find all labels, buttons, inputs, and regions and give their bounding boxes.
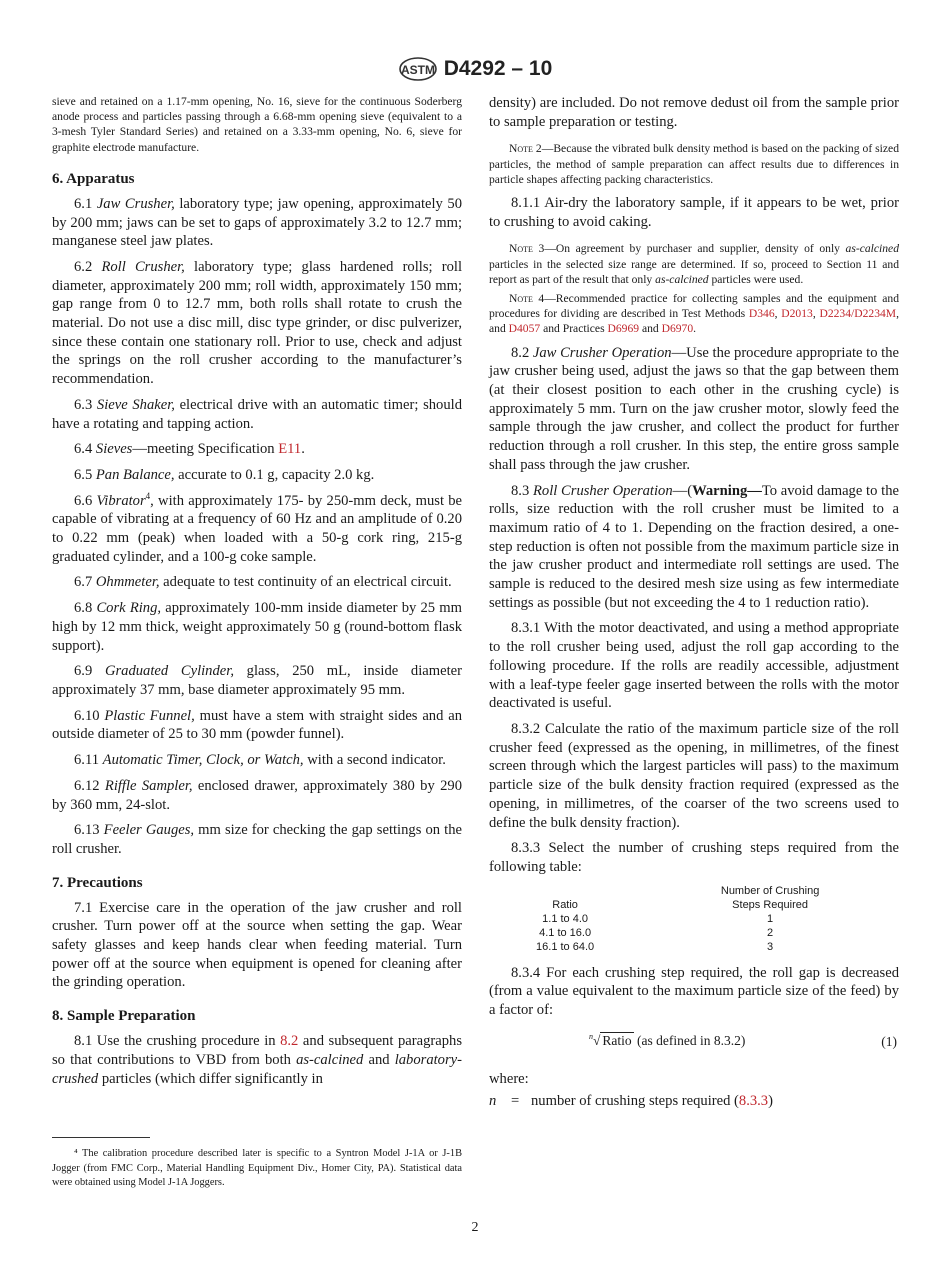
text-run: 8.3.1 With the motor deactivated, and using a method appropriate to the roll crusher being used, adjust the roll gap according to the following procedure. If the rolls are readily accessible, adjustment with a leaf-type feeler gage inserted between the rolls with the motor deactivated is useful. [489, 620, 899, 712]
text-run: —meeting Specification [132, 441, 279, 458]
paragraph-6-4 [52, 440, 462, 459]
text-run: and subsequent paragraphs so that contributions to VBD from both [52, 1033, 462, 1068]
reference-link[interactable]: 8.2 [280, 1033, 299, 1050]
text-run: glass, 250 mL, inside diameter approximately 37 mm, base diameter approximately 95 mm. [52, 663, 462, 698]
paragraph-6-11 [52, 751, 462, 770]
text-run: adequate to test continuity of an electrical circuit. [159, 574, 452, 591]
text-run: 6.11 [74, 752, 103, 769]
text-run: particles were used. [708, 272, 804, 286]
text-run: 6.10 [74, 707, 105, 724]
equation-note: (as defined in 8.3.2) [637, 1032, 746, 1048]
text-run: 2—Because the vibrated bulk density method is based on the packing of sized particles, the method of sample preparation can affect results due to differences in particle shapes affecting packing characteristics. [489, 142, 899, 186]
text-run: 6.3 [74, 396, 97, 413]
table-header-steps-1: Number of Crushing [720, 884, 820, 897]
paragraph-6-5 [52, 466, 462, 485]
italic-term: Riffle Sampler, [104, 777, 193, 794]
italic-term: as-calcined [845, 242, 899, 256]
page-number: 2 [471, 1220, 479, 1235]
text-run: 6.13 [74, 822, 104, 839]
paragraph-6-8 [52, 599, 462, 655]
note-label: Note [509, 292, 533, 306]
text-run: and Practices [540, 322, 608, 336]
table-header-ratio: Ratio [552, 898, 578, 911]
reference-link[interactable]: D346 [748, 307, 775, 321]
equation-number: (1) [881, 1033, 897, 1049]
text-run: sieve and retained on a 1.17-mm opening, No. 16, sieve for the continuous Soderberg anode process and particles passing through a 6.68-mm opening sieve (equivalent to a 3-mesh Tyler Standard Series) and retained on a 3.33-mm opening, No. 6, sieve for graphite electrode manufacture. [52, 95, 462, 154]
where-label: where: [489, 1070, 529, 1087]
text-run: 6.8 [74, 600, 97, 617]
text-run: 7.1 Exercise care in the operation of the jaw crusher and roll crusher. Turn power off at the source when setting the gap. Wear safety glasses and keep hands clear when feeding material. Turn power off at the source when equipment is opened for cleaning after the grinding operation. [52, 899, 462, 991]
text-run: 8.3.3 Select the number of crushing steps required from the following table: [489, 840, 899, 875]
paragraph-6-7 [52, 573, 462, 592]
bold-text: Warning— [692, 482, 762, 499]
italic-term: as-calcined [296, 1051, 364, 1068]
text-run: particles in the selected size range are determined. If so, proceed to Section 11 and report as part of the result that only [489, 257, 899, 286]
paragraph-6-10 [52, 707, 462, 744]
intro-paragraph [52, 94, 462, 155]
paragraph-8-1-1 [489, 194, 899, 231]
paragraph-8-1 [52, 1032, 462, 1088]
variable-symbol: n [489, 1093, 497, 1110]
table-row [489, 912, 899, 926]
note-label: Note [509, 242, 533, 256]
text-run: , [812, 307, 820, 321]
text-run: electrical drive with an automatic timer; should have a rotating and tapping action. [52, 396, 462, 432]
right-column [489, 94, 899, 1111]
text-run: . [693, 322, 697, 336]
paragraph-8-3-3 [489, 839, 899, 876]
page-header [0, 56, 950, 82]
text-run: accurate to 0.1 g, capacity 2.0 kg. [174, 466, 375, 483]
ratio-cell: 1.1 to 4.0 [542, 912, 589, 925]
text-run: 8.1.1 Air-dry the laboratory sample, if it appears to be wet, prior to crushing to avoid caking. [489, 195, 899, 230]
paragraph-8-3-4 [489, 964, 899, 1020]
note-4 [489, 291, 899, 337]
reference-link[interactable]: D2013 [781, 307, 813, 321]
text-run: 8.3 [511, 482, 533, 499]
text-run: . [301, 441, 305, 458]
paragraph-8-1-cont [489, 94, 899, 131]
section-heading-sample-preparation: 8. Sample Preparation [52, 1008, 196, 1025]
footnote-divider [52, 1137, 150, 1138]
reference-link[interactable]: D2234/D2234M [819, 307, 897, 321]
italic-term: Plastic Funnel, [104, 707, 195, 724]
reference-link[interactable]: D4057 [508, 322, 541, 336]
paragraph-8-3-2 [489, 720, 899, 832]
text-run: To avoid damage to the rolls, size reduction with the roll crusher must be limited to a maximum ratio of 4 to 1. Depending on the fraction desired, a one-step reduction is often not possible from the maximum particle size in the jaw crusher product and intermediate roll settings are used. The sample is reduced to the desired mesh size using as few intermediate settings as possible (but not exceeding the 4 to 1 reduction ratio). [489, 482, 899, 611]
definition-close: ) [768, 1093, 773, 1110]
steps-cell: 2 [767, 926, 774, 939]
text-run: enclosed drawer, approximately 380 by 290 by 360 mm, 24-slot. [52, 777, 462, 813]
text-run: with a second indicator. [303, 752, 446, 769]
italic-term: Cork Ring, [96, 600, 162, 617]
italic-term: Ohmmeter, [95, 574, 160, 591]
paragraph-8-3 [489, 482, 899, 613]
table-row [489, 926, 899, 940]
section-heading-apparatus: 6. Apparatus [52, 170, 135, 187]
text-run: 3—On agreement by purchaser and supplier, density of only [532, 242, 846, 256]
footnote-marker[interactable]: 4 [145, 490, 151, 501]
text-run: particles (which differ significantly in [98, 1070, 323, 1087]
text-run: 6.4 [74, 441, 96, 458]
paragraph-6-9 [52, 662, 462, 699]
ratio-cell: 4.1 to 16.0 [539, 926, 592, 939]
definition-text: number of crushing steps required ( [531, 1093, 739, 1110]
italic-term: Jaw Crusher Operation [532, 344, 672, 361]
text-run: and [363, 1051, 395, 1068]
paragraph-8-3-1 [489, 619, 899, 713]
text-run: , with approximately 175- by 250-mm deck, must be capable of vibrating at a frequency of 60 Hz and an amplitude of 0.20 to 0.22 mm (peak) when loaded with a 50-g cork ring, 215-g graduated cylinder, and a 100-g coke sample. [52, 492, 462, 565]
paragraph-6-6 [52, 492, 462, 567]
root-index: n [589, 1031, 593, 1041]
text-run: must have a stem with straight sides and an outside diameter of 25 to 30 mm (powder funnel). [52, 707, 463, 743]
italic-term: Vibrator [96, 492, 146, 509]
link-8-3-3[interactable]: 8.3.3 [738, 1093, 769, 1110]
reference-link[interactable]: D6970 [661, 322, 694, 336]
text-run: 8.3.2 Calculate the ratio of the maximum particle size of the roll crusher feed (expressed as the opening, in millimetres, of the finest screen through which the largest particles will pass) to the maximum particle size of the bulk density fraction required (expressed as the opening, in millimetres, of the coarser of the two screens used to define the bulk density fraction). [489, 721, 899, 831]
italic-term: Sieve Shaker, [96, 396, 175, 413]
text-run: 6.12 [74, 777, 105, 794]
text-run: 4—Recommended practice for collecting samples and the equipment and procedures for dividing are described in Test Methods [489, 292, 899, 321]
radicand: Ratio [602, 1032, 632, 1048]
section-heading-precautions: 7. Precautions [52, 874, 143, 891]
italic-term: Jaw Crusher, [96, 195, 175, 212]
italic-term: Roll Crusher, [101, 258, 185, 275]
text-run: approximately 100-mm inside diameter by 25 mm high by 12 mm thick, weight approximately 50 g (round-bottom flask support). [52, 600, 462, 654]
text-run: 8.3.4 For each crushing step required, the roll gap is decreased (from a value equivalent to the maximum particle size of the feed) by a factor of: [489, 964, 899, 1019]
steps-cell: 1 [767, 912, 774, 925]
crushing-steps-table [489, 884, 899, 954]
astm-logo-icon [398, 56, 438, 82]
svg-text:ASTM: ASTM [400, 63, 435, 77]
paragraph-8-2 [489, 344, 899, 475]
left-column [52, 94, 462, 1095]
text-run: —Use the procedure appropriate to the jaw crusher being used, adjust the jaws so that the gap between them (at their closest position to each other in the crushing cycle) is approximately 5 mm. Turn on the jaw crusher motor, slowly feed the sample through the jaw crusher, and collect the product for further reduction through a roll crusher. In this step, the entire gross sample shall pass through the jaw crusher. [489, 344, 899, 473]
text-run: and [639, 322, 662, 336]
paragraph-7-1 [52, 899, 462, 993]
text-run: 6.6 [74, 492, 97, 509]
text-run: mm size for checking the gap settings on the roll crusher. [52, 822, 463, 857]
text-run: , and [489, 307, 900, 336]
text-run: 6.5 [74, 466, 96, 483]
document-id: D4292 – 10 [443, 57, 553, 80]
text-run: laboratory type; glass hardened rolls; roll diameter, approximately 200 mm; roll width, approximately 150 mm; gap range from 0 to 12.7 mm, both rolls shall rotate to crush the material. Do not use a disc mill, disc type grinder, or disc pulverizer, since these contain one stationary roll. Prior to use, check and adjust the springs on the roll crusher according to the manufacturer’s recommendation. [52, 258, 463, 388]
italic-term: Feeler Gauges, [103, 822, 195, 839]
italic-term: Roll Crusher Operation [532, 482, 673, 499]
text-run: 6.2 [74, 258, 102, 275]
footnote-4 [52, 1147, 462, 1191]
table-row [489, 940, 899, 954]
ratio-cell: 16.1 to 64.0 [536, 940, 595, 953]
text-run: 6.1 [74, 195, 97, 212]
italic-term: laboratory-crushed [52, 1051, 462, 1087]
italic-term: as-calcined [655, 272, 709, 286]
equals-sign: = [511, 1093, 520, 1110]
text-run: density) are included. Do not remove dedust oil from the sample prior to sample preparation or testing. [489, 95, 899, 130]
text-run: —( [672, 482, 693, 499]
paragraph-6-1 [52, 195, 462, 251]
equation-1: $^n$√ Ratio (as defined in 8.3.2) (1) [589, 1031, 897, 1049]
text-run: 6.9 [74, 663, 105, 680]
table-header-steps-2: Steps Required [732, 898, 808, 911]
variable-definition [489, 1092, 899, 1111]
steps-cell: 3 [767, 940, 774, 953]
italic-term: Pan Balance, [95, 466, 175, 483]
note-label: Note [509, 142, 533, 156]
italic-term: Sieves [95, 441, 133, 458]
text-run: 8.1 Use the crushing procedure in [74, 1033, 281, 1050]
text-run: 8.2 [511, 344, 533, 361]
italic-term: Automatic Timer, Clock, or Watch, [102, 752, 304, 769]
text-run: 6.7 [74, 574, 96, 591]
note-2 [489, 141, 899, 187]
paragraph-6-13 [52, 821, 462, 858]
italic-term: Graduated Cylinder, [104, 663, 234, 680]
paragraph-6-3 [52, 396, 462, 433]
paragraph-6-12 [52, 777, 462, 814]
text-run: laboratory type; jaw opening, approximately 50 by 200 mm; jaws can be set to gaps of approximately 3.2 to 12.7 mm; manganese steel jaw plates. [52, 195, 463, 250]
text-run: , [774, 307, 782, 321]
reference-link[interactable]: E11 [278, 441, 302, 458]
text-run: ⁴ The calibration procedure described later is specific to a Syntron Model J-1A or J-1B Jogger (from FMC Corp., Material Handling Equipment Div., Homer City, PA). Statistical data were obtained using Model J-1A Joggers. [52, 1148, 462, 1189]
note-3 [489, 241, 899, 287]
reference-link[interactable]: D6969 [607, 322, 640, 336]
paragraph-6-2 [52, 258, 462, 389]
